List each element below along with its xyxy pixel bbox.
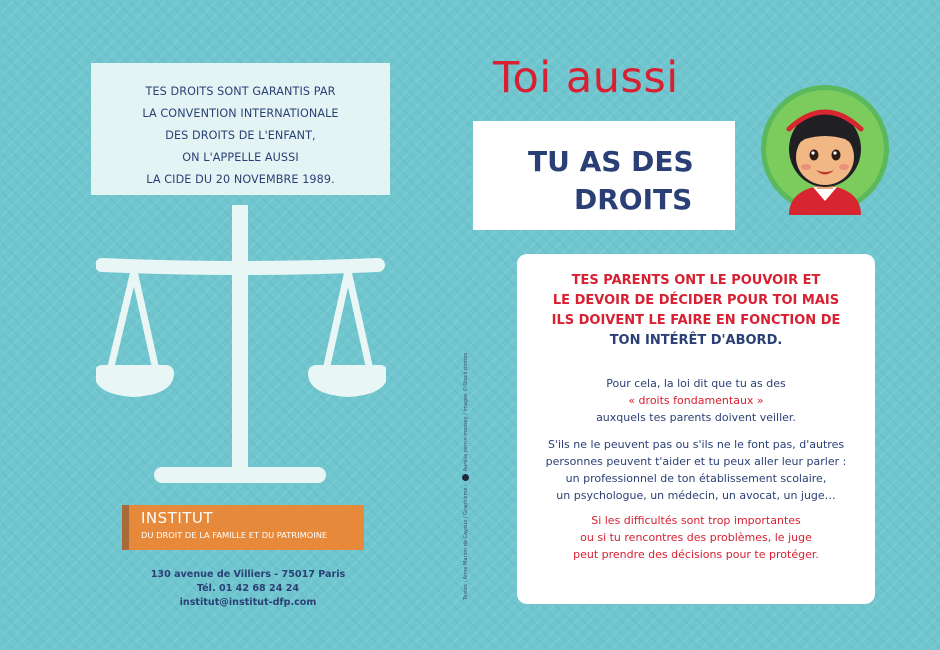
intro-box [91, 63, 390, 195]
institute-name: INSTITUT [141, 509, 214, 527]
para-line: auxquels tes parents doivent veiller. [596, 411, 796, 424]
lead-line: LE DEVOIR DE DÉCIDER POUR TOI MAIS [552, 293, 840, 308]
para-line: S'ils ne le peuvent pas ou s'ils ne le font pas, d'autres [547, 438, 845, 451]
title-line-2: DROITS [574, 183, 693, 216]
para-line: Si les difficultés sont trop importantes [591, 514, 801, 527]
intro-line: DES DROITS DE L'ENFANT, [165, 129, 316, 142]
headline: Toi aussi [493, 53, 679, 103]
address-block [128, 568, 368, 610]
lead-line-emphasis: TON INTÉRÊT D'ABORD. [609, 333, 783, 348]
para-line: peut prendre des décisions pour te protéger. [573, 548, 819, 561]
intro-line: TES DROITS SONT GARANTIS PAR [145, 85, 336, 98]
scales-of-justice-icon [96, 205, 386, 490]
title-line-1: TU AS DES [528, 145, 694, 178]
credit-dot-icon [462, 474, 469, 481]
para-line: ou si tu rencontres des problèmes, le juge [580, 531, 812, 544]
title-box [473, 121, 735, 230]
para-line: Pour cela, la loi dit que tu as des [606, 377, 786, 390]
address-email: institut@institut-dfp.com [179, 597, 317, 608]
lead-line: TES PARENTS ONT LE POUVOIR ET [571, 273, 821, 288]
address-street: 130 avenue de Villiers - 75017 Paris [150, 569, 346, 580]
credits-vertical [462, 353, 469, 600]
paragraph-judge [517, 512, 875, 563]
institute-subtitle: DU DROIT DE LA FAMILLE ET DU PATRIMOINE [141, 530, 328, 540]
institute-logo [122, 505, 364, 550]
intro-line: LA CIDE DU 20 NOVEMBRE 1989. [146, 173, 335, 186]
para-line: personnes peuvent t'aider et tu peux aller leur parler : [545, 455, 847, 468]
lead-text [517, 254, 875, 351]
para-line: un professionnel de ton établissement scolaire, [565, 472, 827, 485]
rights-card [517, 254, 875, 604]
girl-avatar-icon [759, 83, 891, 215]
paragraph-rights [517, 375, 875, 426]
lead-line: ILS DOIVENT LE FAIRE EN FONCTION DE [551, 313, 841, 328]
credits-after: Aurélie perrin-messey / images ©iStock photos [463, 352, 469, 472]
paragraph-help [517, 436, 875, 504]
intro-line: LA CONVENTION INTERNATIONALE [142, 107, 339, 120]
intro-line: ON L'APPELLE AUSSI [182, 151, 299, 164]
credits-before: Textes : Anne Marion de Cayeux / Graphisme : [463, 484, 469, 600]
para-highlight: « droits fondamentaux » [628, 394, 764, 407]
para-line: un psychologue, un médecin, un avocat, un juge… [556, 489, 836, 502]
address-phone: Tél. 01 42 68 24 24 [196, 583, 300, 594]
